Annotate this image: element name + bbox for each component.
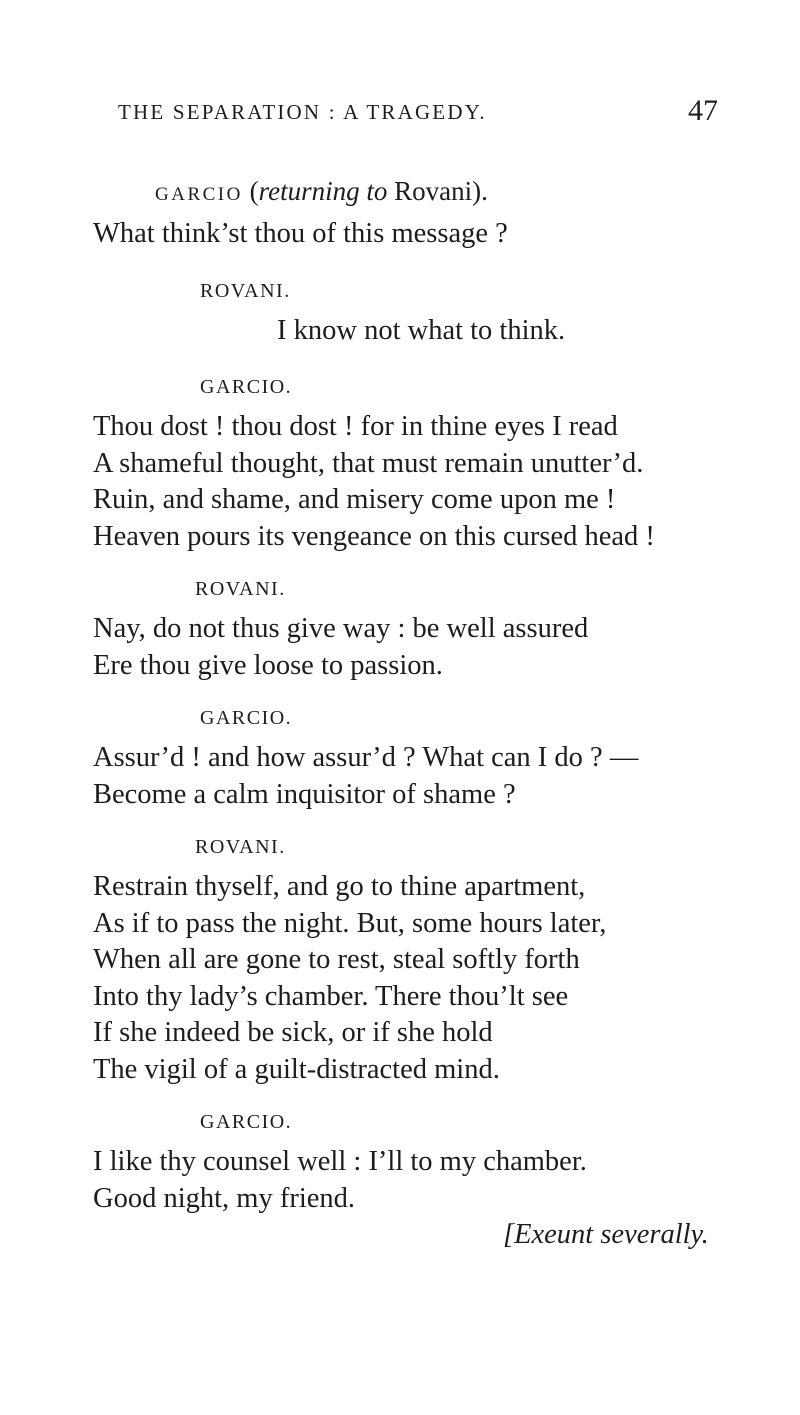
verse-line: When all are gone to rest, steal softly forth	[93, 944, 580, 975]
verse-line: What think’st thou of this message ?	[93, 218, 508, 249]
verse-line: Nay, do not thus give way : be well assured	[93, 613, 589, 644]
verse-line: Good night, my friend.	[93, 1182, 356, 1214]
verse-line: Heaven pours its vengeance on this cursed head !	[93, 520, 655, 552]
verse-line: A shameful thought, that must remain unutter’d.	[93, 447, 644, 479]
speaker-heading: GARCIO.	[200, 707, 293, 729]
verse-line: Thou dost ! thou dost ! for in thine eyes I read	[93, 411, 618, 442]
direction-paren-close: ).	[472, 176, 488, 206]
speaker-heading-opening	[155, 166, 733, 216]
direction-name: Rovani	[387, 176, 473, 206]
running-head	[118, 94, 718, 140]
speaker-name: GARCIO	[155, 184, 243, 205]
play-text	[93, 166, 733, 1254]
stage-direction-exeunt: [Exeunt severally.	[503, 1219, 709, 1250]
speaker-heading: ROVANI.	[195, 578, 286, 600]
verse-line: Ruin, and shame, and misery come upon me !	[93, 484, 616, 515]
speaker-heading: GARCIO.	[200, 1111, 293, 1133]
verse-line: Assur’d ! and how assur’d ? What can I do ? —	[93, 742, 639, 773]
verse-line: I like thy counsel well : I’ll to my chamber.	[93, 1146, 587, 1177]
verse-line: Ere thou give loose to passion.	[93, 649, 443, 681]
verse-line: The vigil of a guilt-distracted mind.	[93, 1053, 500, 1085]
page-number: 47	[688, 94, 718, 127]
speaker-heading: GARCIO.	[200, 376, 293, 398]
speaker-heading: ROVANI.	[200, 279, 291, 302]
stage-direction: returning to	[258, 176, 388, 206]
verse-line: As if to pass the night. But, some hours later,	[93, 907, 607, 939]
verse-line: If she indeed be sick, or if she hold	[93, 1017, 493, 1048]
direction-paren-open: (	[242, 176, 259, 206]
verse-line: Become a calm inquisitor of shame ?	[93, 778, 516, 810]
verse-line: Restrain thyself, and go to thine apartment,	[93, 871, 586, 902]
verse-line: Into thy lady’s chamber. There thou’lt see	[93, 980, 569, 1012]
speaker-heading: ROVANI.	[195, 836, 286, 858]
verse-line: I know not what to think.	[277, 314, 566, 346]
running-title: THE SEPARATION : A TRAGEDY.	[118, 100, 487, 124]
